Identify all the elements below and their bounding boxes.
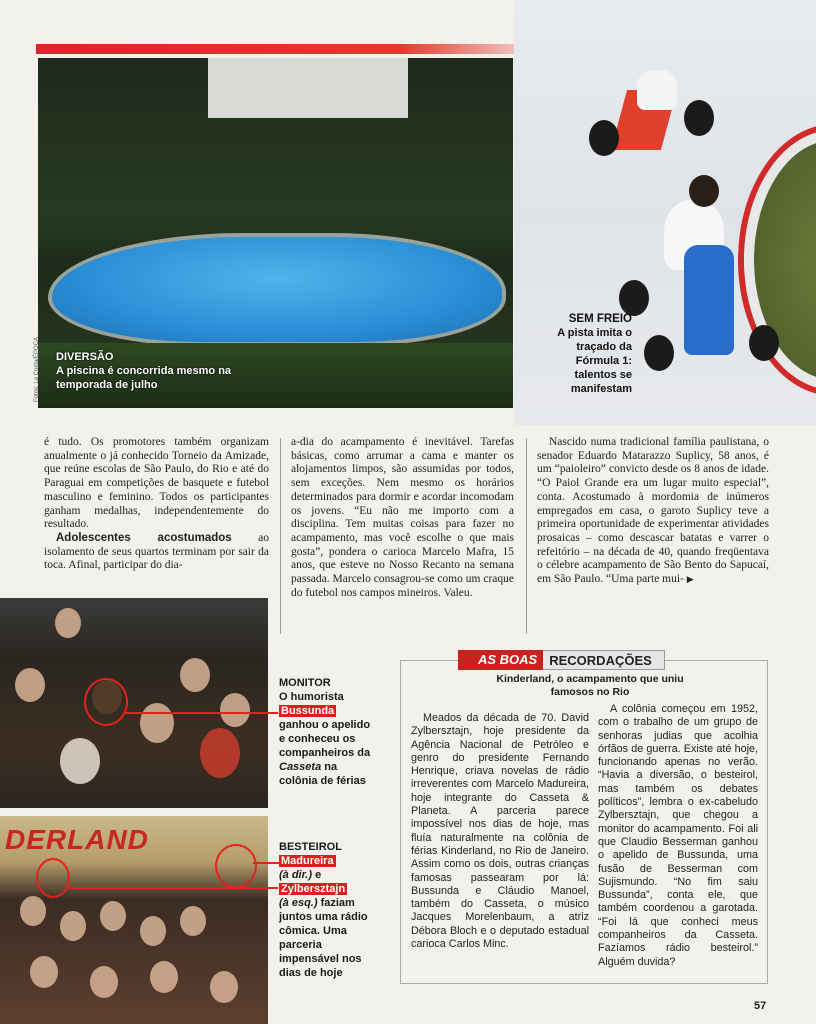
column-1-paragraph: é tudo. Os promotores também organizam anualmente o já conhecido Torneio da Amizade, que reúne escolas de São Paulo, do Rio e até do Paraguai em competições de basquete e futebol masculino e feminino. Todos os participantes ganham medalhas, independentemente do resultado. — [44, 436, 269, 531]
monitor-caption — [279, 676, 374, 788]
column-divider — [526, 438, 527, 634]
column-1-paragraph-2: ao isolamento de seus quartos terminam por sair da toca. Afinal, participar do dia- — [44, 531, 269, 572]
besteirol-caption-title: BESTEIROL — [279, 841, 342, 853]
photo-sky — [208, 58, 408, 118]
caption-conjunction: e — [315, 869, 322, 881]
kart-red — [589, 70, 709, 160]
besteirol-caption — [279, 840, 371, 980]
karts-caption-title: SEM FREIO — [568, 313, 632, 325]
paragraph-lead: Adolescentes acostumados — [56, 531, 232, 544]
monitor-caption-title: MONITOR — [279, 677, 331, 689]
box-header — [458, 650, 665, 670]
callout-line — [66, 887, 278, 889]
kinderland-banner: DERLAND — [5, 824, 149, 855]
continue-arrow-icon: ▶ — [686, 575, 694, 586]
column-3-paragraph: Nascido numa tradicional família paulistana, o senador Eduardo Matarazzo Suplicy, 58 anos, é um “paioleiro” convicto desde os 8 anos de idade. “O Paiol Grande era um lugar muito especial”, conta. Acostumado à mordomia de inúmeros empregados em casa, o garoto Suplicy teve a primeira oportunidade de experimentar atividades prosaicas – como descascar batatas e varrer o refeitório – na década de 40, quando freqüentava o célebre acampamento de São Bento do Sapucaí, em São Paulo. “Uma parte mui- — [537, 436, 769, 586]
column-2-paragraph: a-dia do acampamento é inevitável. Tarefas básicas, como arrumar a cama e manter os alojamentos limpos, são assumidas por todos, sem exceções. Nem mesmo os horários determinados para dormir e acordar incomodam os jovens. “Eu não me importo com a disciplina. Tem muitas coisas para fazer no acampamento, mas você escolhe o que mais gosta”, pondera o carioca Marcelo Mafra, 15 anos, que esteve no Nosso Recanto na semana passada. Marcelo consagrou-se como um craque do futebol nos campos mineiros. Valeu. — [291, 436, 514, 599]
box-column-2: A colônia começou em 1952, com o trabalho de um grupo de senhoras judias que acolhia órfãos de guerra. Existe até hoje, funcionando apenas no verão. “Havia a diversão, o besteirol, mas também os debates políticos”, lembra o ex-cabeludo Zylbersztajn, que chegou a monitor do acampamento. Foi ali que Claudio Besserman ganhou o apelido de Bussunda, uma fusão de Besserman com Sujismundo. “No fim saiu Bussunda”, conta ele, que também coordenou a garotada. “Foi lá que conheci meus companheiros da Casseta. Fazíamos rádio besteirol.” Alguém duvida? — [598, 703, 758, 968]
callout-line — [253, 862, 279, 864]
callout-line — [124, 712, 278, 714]
article-column-2 — [291, 436, 514, 600]
article-column-1 — [44, 436, 269, 573]
box-column-1: Meados da década de 70. David Zylbersztajn, hoje presidente da Agência Nacional de Petróleo e genro do presidente Fernando Henrique, criava novelas de rádio irreverentes com Marcelo Madureira, hoje integrante do Casseta & Planeta. A parceria parece impossível nos dias de hoje, mas fluía naturalmente na colônia de férias Kinderland, no Rio de Janeiro. Assim como os dois, outras crianças famosas passearam por lá: Bussunda e Cláudio Manoel, também do Casseta, o músico Jacques Morelenbaum, a atriz Débora Bloch e o deputado estadual carioca Carlos Minc. — [411, 712, 589, 951]
camp-group-photo — [0, 598, 268, 808]
kinderland-group-photo — [0, 816, 268, 1024]
name-highlight-zylbersztajn: Zylbersztajn — [281, 883, 346, 895]
box-header-grey: RECORDAÇÕES — [543, 650, 665, 670]
besteirol-caption-text: faziam juntos uma rádio cômica. Uma parceria impensável nos dias de hoje — [279, 897, 368, 979]
highlight-circle-zylbersztajn — [36, 858, 70, 898]
pool-caption-title: DIVERSÃO — [56, 351, 114, 363]
photo-credit: Fotos: La Costa/ÉPOCA — [34, 336, 40, 402]
highlight-circle-bussunda — [84, 678, 128, 726]
kart-blue — [619, 185, 789, 385]
page-number: 57 — [754, 1000, 767, 1012]
box-subtitle: Kinderland, o acampamento que uniu famosos no Rio — [496, 673, 684, 698]
article-column-3 — [537, 436, 769, 588]
name-highlight-madureira: Madureira — [281, 855, 334, 867]
pool-water — [48, 233, 506, 346]
section-rule — [36, 44, 556, 54]
monitor-caption-italic: Casseta — [279, 761, 322, 773]
karts-caption — [542, 312, 632, 396]
pool-photo — [38, 58, 513, 408]
column-divider — [280, 438, 281, 634]
caption-note: (à dir.) — [279, 869, 313, 881]
box-header-red: AS BOAS — [458, 650, 543, 670]
caption-note: (à esq.) — [279, 897, 318, 909]
karts-photo — [514, 0, 816, 425]
karts-caption-text: A pista imita o traçado da Fórmula 1: talentos se manifestam — [557, 327, 632, 395]
monitor-caption-text: O humorista — [279, 691, 344, 703]
pool-caption-text: A piscina é concorrida mesmo na temporada de julho — [56, 365, 232, 391]
pool-caption — [56, 350, 246, 392]
highlight-circle-madureira — [215, 844, 257, 888]
monitor-caption-text-3: na colônia de férias — [279, 761, 366, 787]
monitor-caption-text-2: ganhou o apelido e conheceu os companheiros da — [279, 719, 371, 759]
name-highlight-bussunda: Bussunda — [281, 705, 335, 717]
